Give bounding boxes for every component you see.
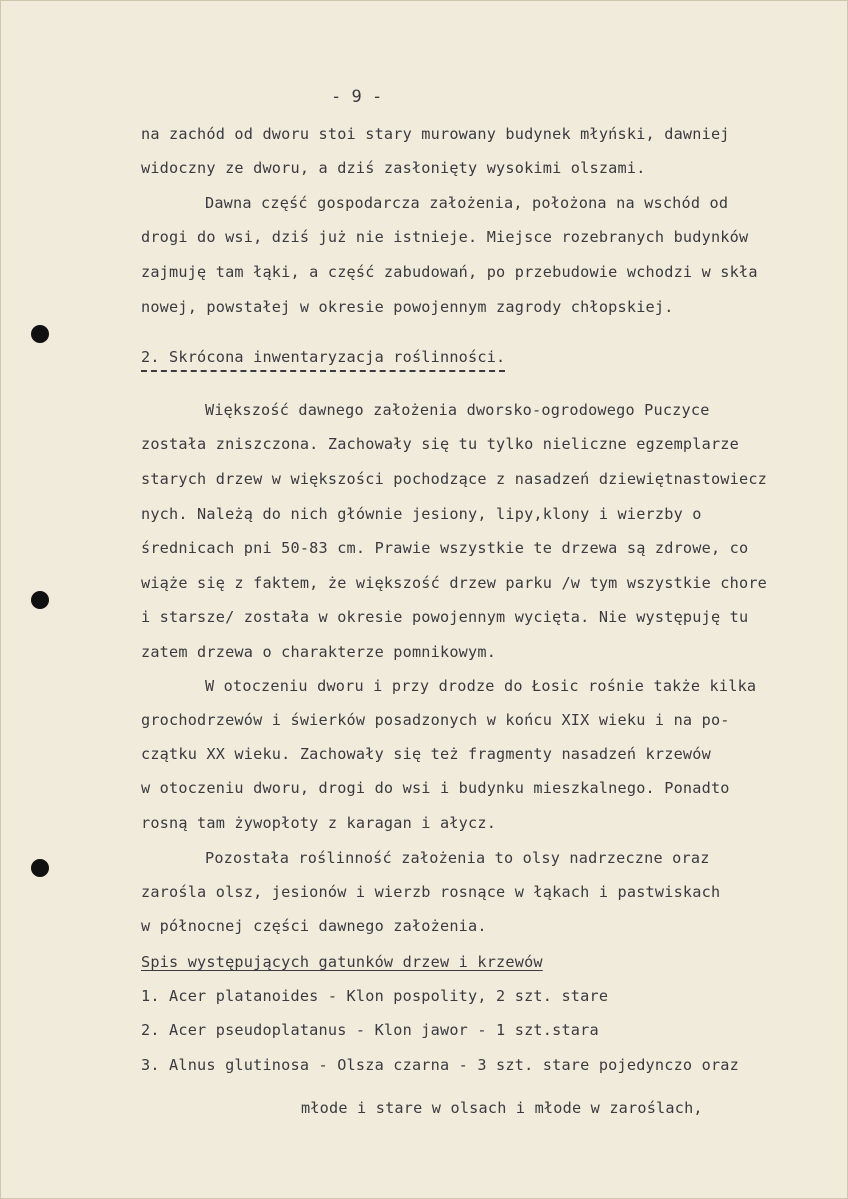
punch-hole	[31, 591, 49, 609]
text-line: nych. Należą do nich głównie jesiony, lipy,klony i wierzby o	[141, 505, 702, 523]
text-line: Większość dawnego założenia dworsko-ogrodowego Puczyce	[205, 401, 710, 419]
text-line: na zachód od dworu stoi stary murowany budynek młyński, dawniej	[141, 125, 730, 143]
text-line: i starsze/ została w okresie powojennym wycięta. Nie występuję tu	[141, 608, 749, 626]
text-line: zarośla olsz, jesionów i wierzb rosnące w łąkach i pastwiskach	[141, 883, 721, 901]
text-line: w północnej części dawnego założenia.	[141, 917, 487, 935]
text-line: wiąże się z faktem, że większość drzew parku /w tym wszystkie chore	[141, 574, 768, 592]
text-line: czątku XX wieku. Zachowały się też fragmenty nasadzeń krzewów	[141, 745, 711, 763]
text-line: Pozostała roślinność założenia to olsy nadrzeczne oraz	[205, 849, 710, 867]
list-item: 2. Acer pseudoplatanus - Klon jawor - 1 szt.stara	[141, 1021, 599, 1039]
punch-hole	[31, 325, 49, 343]
text-line: grochodrzewów i świerków posadzonych w końcu XIX wieku i na po-	[141, 711, 730, 729]
text-line: młode i stare w olsach i młode w zaroślach,	[301, 1099, 703, 1117]
list-item: 3. Alnus glutinosa - Olsza czarna - 3 szt. stare pojedynczo oraz	[141, 1056, 739, 1074]
text-line: Dawna część gospodarcza założenia, położona na wschód od	[205, 194, 729, 212]
page-number: - 9 -	[331, 87, 383, 107]
text-line: zatem drzewa o charakterze pomnikowym.	[141, 643, 497, 661]
text-line: została zniszczona. Zachowały się tu tylko nieliczne egzemplarze	[141, 435, 739, 453]
text-line: zajmuję tam łąki, a część zabudowań, po przebudowie wchodzi w skła	[141, 263, 758, 281]
text-line: widoczny ze dworu, a dziś zasłonięty wysokimi olszami.	[141, 159, 646, 177]
punch-hole	[31, 859, 49, 877]
section-heading: 2. Skrócona inwentaryzacja roślinności.	[141, 348, 505, 372]
list-heading: Spis występujących gatunków drzew i krzewów	[141, 953, 543, 971]
text-line: średnicach pni 50-83 cm. Prawie wszystkie te drzewa są zdrowe, co	[141, 539, 749, 557]
text-line: nowej, powstałej w okresie powojennym zagrody chłopskiej.	[141, 298, 674, 316]
text-line: W otoczeniu dworu i przy drodze do Łosic rośnie także kilka	[205, 677, 757, 695]
list-item: 1. Acer platanoides - Klon pospolity, 2 szt. stare	[141, 987, 609, 1005]
text-line: rosną tam żywopłoty z karagan i ałycz.	[141, 814, 497, 832]
text-line: drogi do wsi, dziś już nie istnieje. Miejsce rozebranych budynków	[141, 228, 749, 246]
text-line: w otoczeniu dworu, drogi do wsi i budynku mieszkalnego. Ponadto	[141, 779, 730, 797]
text-line: starych drzew w większości pochodzące z nasadzeń dziewiętnastowiecz	[141, 470, 768, 488]
